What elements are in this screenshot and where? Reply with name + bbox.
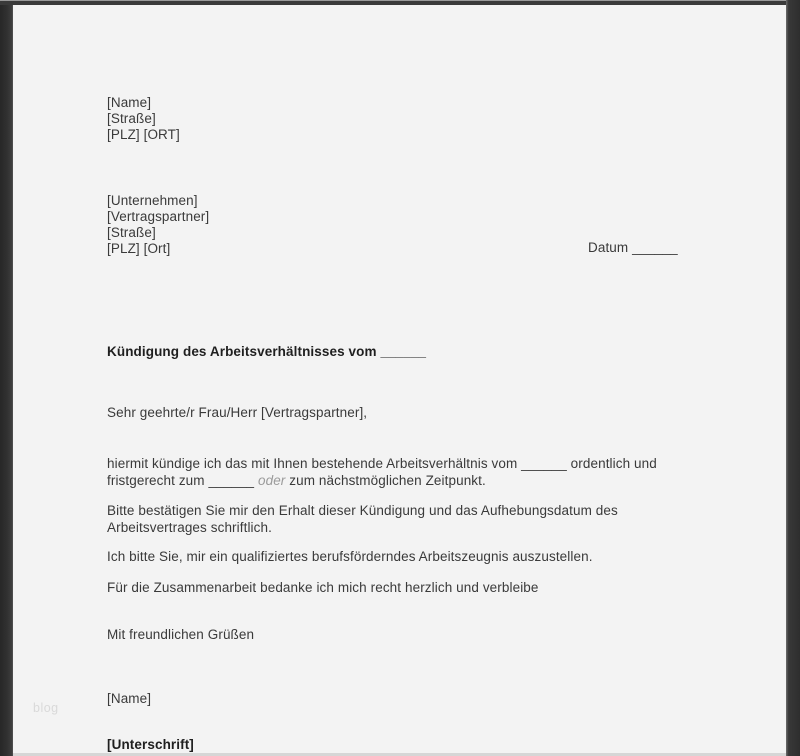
recipient-line: [PLZ] [Ort] [107,241,171,256]
salutation: Sehr geehrte/r Frau/Herr [Vertragspartner], [107,405,368,420]
sender-line: [Name] [107,95,152,110]
recipient-line: [Vertragspartner] [107,209,210,224]
sender-line: [PLZ] [ORT] [107,127,180,142]
watermark: blog [33,701,59,715]
paragraph-line: Arbeitsvertrages schriftlich. [107,520,272,535]
paragraph-line: Bitte bestätigen Sie mir den Erhalt dieser Kündigung und das Aufhebungsdatum des [107,503,618,518]
date-line: Datum ______ [588,240,678,255]
paragraph-line [107,472,657,489]
body-paragraph-4: Für die Zusammenarbeit bedanke ich mich recht herzlich und verbleibe [107,580,539,595]
recipient-line: [Unternehmen] [107,193,198,208]
page-frame-left [0,0,13,756]
sender-line: [Straße] [107,111,156,126]
subject-line: Kündigung des Arbeitsverhältnisses vom ______ [107,344,427,359]
body-paragraph-1 [107,455,657,489]
recipient-address [107,193,209,257]
paragraph-text: fristgerecht zum ______ [107,473,258,488]
page-frame-top [0,0,800,5]
paragraph-text: zum nächstmöglichen Zeitpunkt. [285,473,486,488]
signature-name: [Name] [107,691,152,706]
page-frame-right [786,0,800,756]
recipient-line: [Straße] [107,225,156,240]
sender-address [107,95,180,143]
italic-word-oder: oder [257,473,286,488]
signature-label: [Unterschrift] [107,737,194,752]
body-paragraph-3: Ich bitte Sie, mir ein qualifiziertes berufsförderndes Arbeitszeugnis auszustellen. [107,549,593,564]
body-paragraph-2 [107,502,618,536]
paragraph-line: hiermit kündige ich das mit Ihnen bestehende Arbeitsverhältnis vom ______ ordentlich und [107,456,657,471]
closing: Mit freundlichen Grüßen [107,627,255,642]
